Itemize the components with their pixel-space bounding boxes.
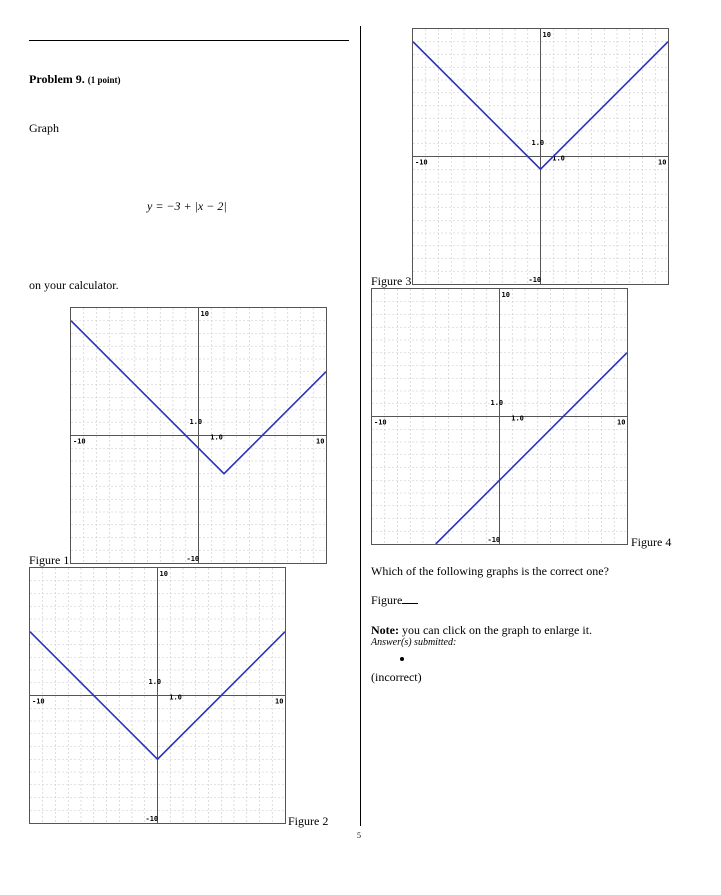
tick-label-x-min: -10 <box>374 418 387 427</box>
note-label: Note: <box>371 623 399 637</box>
note-line <box>371 623 592 638</box>
tick-label-y-unit: 1.0 <box>531 138 545 147</box>
figure-3-plot <box>413 29 668 284</box>
tick-label-x-unit: 1.0 <box>169 693 182 702</box>
tick-label-y-unit: 1.0 <box>148 677 162 686</box>
tick-label-x-unit: 1.0 <box>511 414 524 423</box>
tick-label-x-unit: 1.0 <box>210 433 223 442</box>
equation: y = −3 + |x − 2| <box>147 199 227 213</box>
tick-label-y-max: 10 <box>200 310 209 318</box>
status-text: (incorrect) <box>371 670 422 684</box>
figure-4-graph[interactable] <box>371 288 628 545</box>
column-separator <box>360 26 361 826</box>
tick-label-y-min: -10 <box>186 555 200 563</box>
tick-label-x-max: 10 <box>617 418 626 427</box>
tick-label-y-min: -10 <box>528 276 542 284</box>
problem-heading <box>29 72 121 87</box>
tick-label-x-min: -10 <box>32 697 45 706</box>
figure-4-label: Figure 4 <box>631 535 672 549</box>
tick-label-y-min: -10 <box>145 815 159 823</box>
tick-label-y-unit: 1.0 <box>490 398 504 407</box>
tick-label-x-max: 10 <box>658 158 667 167</box>
tick-label-y-max: 10 <box>159 570 168 578</box>
submitted-label: Answer(s) submitted: <box>371 637 457 648</box>
problem-title: Problem 9. <box>29 72 85 86</box>
figure-2-plot <box>30 568 285 823</box>
problem-points: (1 point) <box>87 75 121 85</box>
figure-2-graph[interactable] <box>29 567 286 824</box>
answer-prefix: Figure <box>371 593 403 607</box>
problem-instruction: Graph <box>29 121 59 135</box>
figure-3-label: Figure 3 <box>371 274 412 288</box>
tick-label-x-min: -10 <box>415 158 428 167</box>
tick-label-y-unit: 1.0 <box>189 417 203 426</box>
tick-label-y-max: 10 <box>542 31 551 39</box>
top-rule <box>29 40 349 41</box>
tick-label-x-min: -10 <box>73 437 86 446</box>
tick-label-y-min: -10 <box>487 536 501 544</box>
graph-curve <box>436 353 627 544</box>
answer-line <box>371 593 418 608</box>
figure-2-label: Figure 2 <box>288 814 329 828</box>
after-equation-text: on your calculator. <box>29 278 119 292</box>
question-prompt: Which of the following graphs is the correct one? <box>371 564 609 578</box>
tick-label-x-max: 10 <box>316 437 325 446</box>
figure-1-graph[interactable] <box>70 307 327 564</box>
submitted-bullet <box>400 657 404 661</box>
tick-label-x-max: 10 <box>275 697 284 706</box>
tick-label-x-unit: 1.0 <box>552 154 565 163</box>
note-text: you can click on the graph to enlarge it. <box>401 623 593 637</box>
figure-1-plot <box>71 308 326 563</box>
figure-3-graph[interactable] <box>412 28 669 285</box>
figure-4-plot <box>372 289 627 544</box>
answer-blank[interactable] <box>402 593 418 604</box>
page-number: 5 <box>357 831 361 840</box>
tick-label-y-max: 10 <box>501 291 510 299</box>
figure-1-label: Figure 1 <box>29 553 70 567</box>
